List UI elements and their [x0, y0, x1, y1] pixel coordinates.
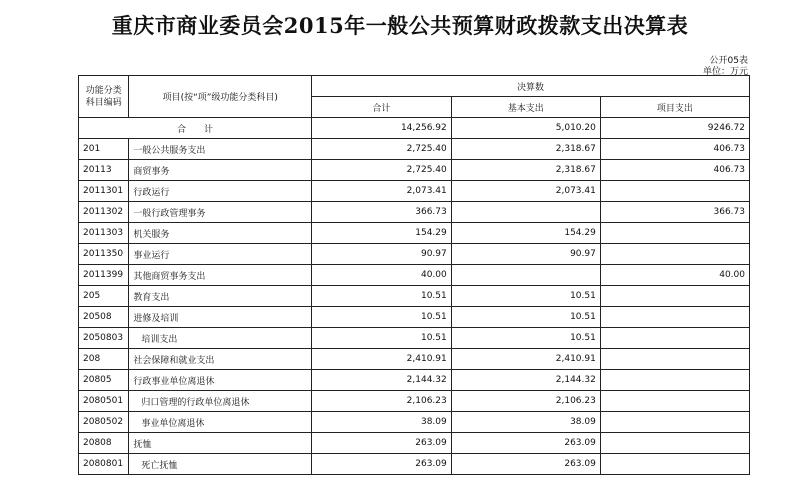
cell-code: 2080501: [79, 391, 129, 412]
table-row: [79, 244, 750, 265]
cell-code: 20808: [79, 433, 129, 454]
cell-project: [600, 349, 749, 370]
cell-name: 事业单位离退休: [129, 412, 312, 433]
total-total: 14,256.92: [312, 118, 452, 139]
table-row: [79, 391, 750, 412]
cell-total: 2,073.41: [312, 181, 452, 202]
cell-code: 2011301: [79, 181, 129, 202]
cell-total: 263.09: [312, 454, 452, 475]
cell-total: 38.09: [312, 412, 452, 433]
cell-basic: [451, 202, 600, 223]
cell-project: [600, 307, 749, 328]
total-row: [79, 118, 750, 139]
page-title: 重庆市商业委员会2015年一般公共预算财政拨款支出决算表: [111, 13, 689, 38]
table-row: [79, 433, 750, 454]
cell-project: [600, 412, 749, 433]
cell-total: 10.51: [312, 286, 452, 307]
cell-basic: 263.09: [451, 433, 600, 454]
cell-total: 366.73: [312, 202, 452, 223]
cell-total: 10.51: [312, 307, 452, 328]
cell-code: 2011350: [79, 244, 129, 265]
header-group: 决算数: [312, 76, 750, 97]
expenditure-table: [78, 75, 750, 475]
cell-project: 406.73: [600, 139, 749, 160]
cell-name: 教育支出: [129, 286, 312, 307]
cell-code: 2011303: [79, 223, 129, 244]
cell-code: 208: [79, 349, 129, 370]
header-code: 功能分类科目编码: [79, 76, 129, 118]
cell-code: 2050803: [79, 328, 129, 349]
cell-name: 行政运行: [129, 181, 312, 202]
header-project: 项目支出: [600, 97, 749, 118]
cell-total: 2,410.91: [312, 349, 452, 370]
table-row: [79, 370, 750, 391]
cell-name: 归口管理的行政单位离退休: [129, 391, 312, 412]
cell-project: [600, 328, 749, 349]
table-row: [79, 412, 750, 433]
table-row: [79, 265, 750, 286]
cell-basic: 10.51: [451, 307, 600, 328]
cell-project: [600, 454, 749, 475]
cell-name: 一般公共服务支出: [129, 139, 312, 160]
cell-basic: 263.09: [451, 454, 600, 475]
cell-project: 40.00: [600, 265, 749, 286]
cell-name: 商贸事务: [129, 160, 312, 181]
table-row: [79, 286, 750, 307]
cell-name: 机关服务: [129, 223, 312, 244]
cell-basic: 2,073.41: [451, 181, 600, 202]
total-label: 合 计: [79, 118, 312, 139]
cell-basic: 2,106.23: [451, 391, 600, 412]
cell-name: 死亡抚恤: [129, 454, 312, 475]
header-name: 项目(按“项”级功能分类科目): [129, 76, 312, 118]
cell-name: 行政事业单位离退休: [129, 370, 312, 391]
cell-code: 20508: [79, 307, 129, 328]
cell-total: 2,725.40: [312, 139, 452, 160]
header-basic: 基本支出: [451, 97, 600, 118]
cell-total: 2,725.40: [312, 160, 452, 181]
cell-basic: 10.51: [451, 286, 600, 307]
cell-basic: [451, 265, 600, 286]
table-row: [79, 454, 750, 475]
table-row: [79, 139, 750, 160]
cell-project: [600, 391, 749, 412]
cell-total: 10.51: [312, 328, 452, 349]
cell-project: 366.73: [600, 202, 749, 223]
cell-code: 2011399: [79, 265, 129, 286]
cell-name: 抚恤: [129, 433, 312, 454]
unit-label: 单位：万元: [702, 67, 748, 77]
cell-total: 2,106.23: [312, 391, 452, 412]
cell-basic: 2,318.67: [451, 139, 600, 160]
cell-total: 2,144.32: [312, 370, 452, 391]
cell-basic: 2,318.67: [451, 160, 600, 181]
cell-project: [600, 370, 749, 391]
cell-code: 2080801: [79, 454, 129, 475]
cell-basic: 38.09: [451, 412, 600, 433]
cell-name: 社会保障和就业支出: [129, 349, 312, 370]
cell-basic: 2,144.32: [451, 370, 600, 391]
cell-project: [600, 433, 749, 454]
table-row: [79, 307, 750, 328]
total-project: 9246.72: [600, 118, 749, 139]
cell-project: [600, 244, 749, 265]
form-code: 公开05表: [709, 56, 748, 66]
table-row: [79, 328, 750, 349]
cell-name: 事业运行: [129, 244, 312, 265]
cell-code: 2011302: [79, 202, 129, 223]
cell-basic: 2,410.91: [451, 349, 600, 370]
cell-code: 201: [79, 139, 129, 160]
cell-project: [600, 286, 749, 307]
cell-total: 154.29: [312, 223, 452, 244]
cell-basic: 10.51: [451, 328, 600, 349]
table-row: [79, 349, 750, 370]
table-row: [79, 160, 750, 181]
cell-code: 20113: [79, 160, 129, 181]
cell-total: 40.00: [312, 265, 452, 286]
cell-basic: 154.29: [451, 223, 600, 244]
cell-name: 其他商贸事务支出: [129, 265, 312, 286]
cell-project: 406.73: [600, 160, 749, 181]
total-basic: 5,010.20: [451, 118, 600, 139]
cell-code: 205: [79, 286, 129, 307]
cell-name: 进修及培训: [129, 307, 312, 328]
cell-name: 一般行政管理事务: [129, 202, 312, 223]
cell-total: 90.97: [312, 244, 452, 265]
table-row: [79, 202, 750, 223]
cell-code: 20805: [79, 370, 129, 391]
cell-project: [600, 181, 749, 202]
cell-name: 培训支出: [129, 328, 312, 349]
cell-code: 2080502: [79, 412, 129, 433]
cell-total: 263.09: [312, 433, 452, 454]
table-row: [79, 181, 750, 202]
table-row: [79, 223, 750, 244]
cell-basic: 90.97: [451, 244, 600, 265]
cell-project: [600, 223, 749, 244]
header-total: 合计: [312, 97, 452, 118]
